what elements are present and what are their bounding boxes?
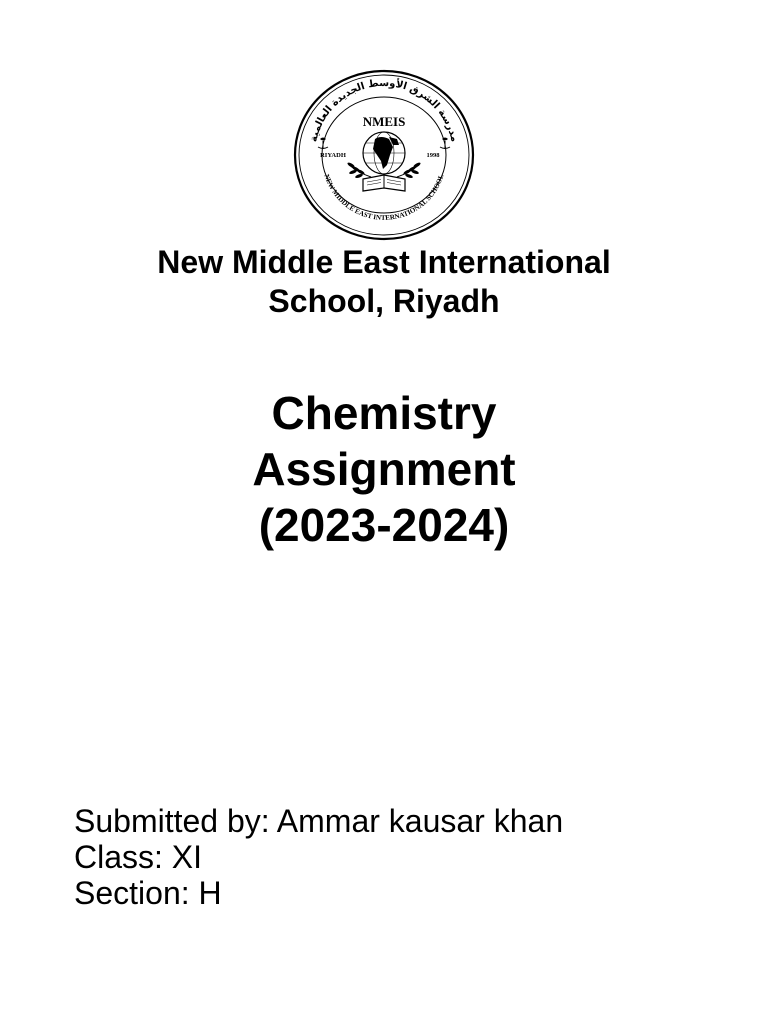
title-year: (2023-2024) bbox=[258, 499, 510, 551]
student-info bbox=[74, 803, 563, 911]
logo-arabic-text: مدرسة الشرق الأوسط الجديدة العالمية bbox=[308, 78, 460, 143]
title-subject: Chemistry bbox=[271, 387, 497, 439]
assignment-title bbox=[0, 385, 768, 553]
book-icon bbox=[363, 175, 405, 191]
logo-nmeis-text: NMEIS bbox=[362, 114, 406, 129]
school-logo bbox=[293, 69, 475, 241]
school-name-line-2: School, Riyadh bbox=[268, 283, 500, 319]
student-class: Class: XI bbox=[74, 839, 203, 875]
logo-year-text: 1998 bbox=[426, 152, 440, 159]
logo-english-text: NEW MIDDLE EAST INTERNATIONAL SCHOOL bbox=[322, 173, 446, 222]
title-type: Assignment bbox=[252, 443, 516, 495]
school-name-line-1: New Middle East International bbox=[157, 244, 611, 280]
submitted-by: Submitted by: Ammar kausar khan bbox=[74, 803, 564, 839]
logo-riyadh-text: RIYADH bbox=[320, 152, 346, 159]
student-section: Section: H bbox=[74, 875, 222, 911]
school-name bbox=[0, 243, 768, 321]
